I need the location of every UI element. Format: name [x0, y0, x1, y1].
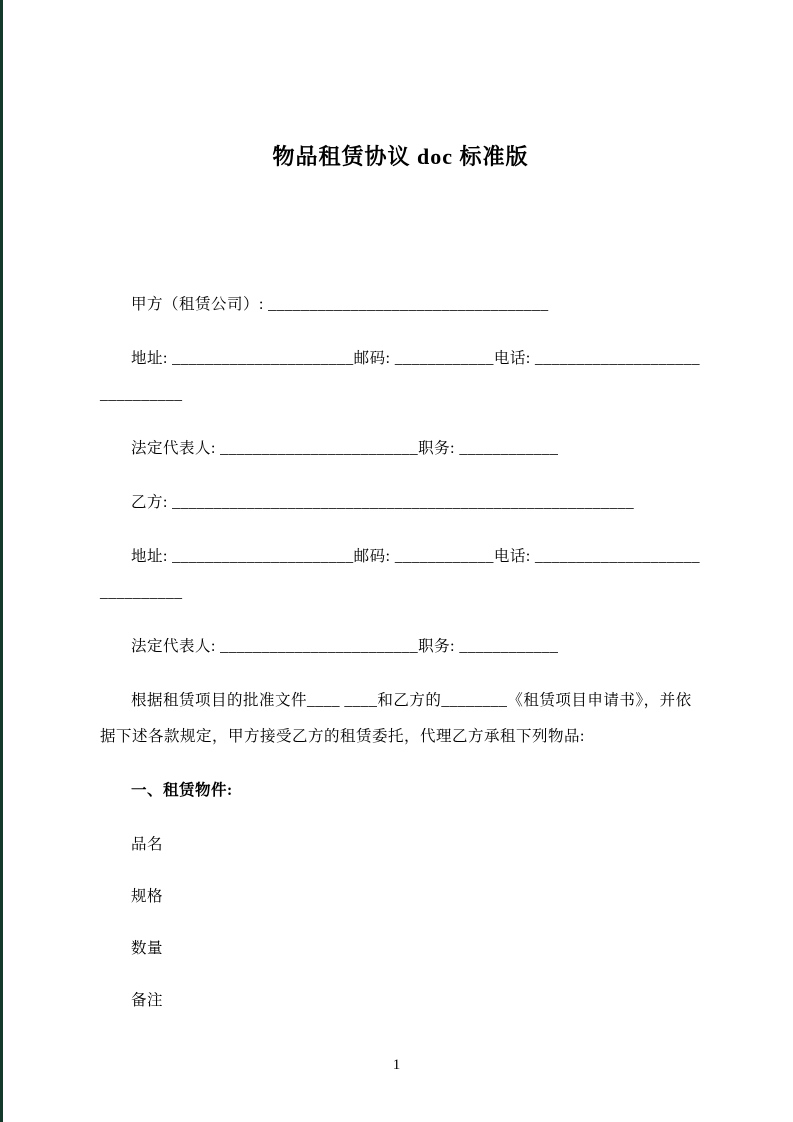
- legal-rep-line-1: 法定代表人: ________________________职务: ____________: [131, 440, 559, 457]
- address-line-2: 地址: ______________________邮码: ____________电话: ______________________________: [100, 548, 701, 601]
- page-number: 1: [392, 1057, 401, 1073]
- section-heading-rental-items: 一、租赁物件:: [131, 782, 233, 799]
- party-b-line: 乙方: ________________________________________________________: [131, 494, 635, 511]
- field-label-quantity: 数量: [131, 940, 164, 957]
- field-label-spec: 规格: [131, 888, 164, 905]
- legal-rep-line-2: 法定代表人: ________________________职务: ____________: [131, 638, 559, 655]
- party-a-line: 甲方（租赁公司）: __________________________________: [131, 296, 549, 313]
- left-edge-line: [0, 0, 3, 1122]
- document-title: 物品租赁协议 doc 标准版: [272, 144, 529, 169]
- intro-paragraph: 根据租赁项目的批准文件____ ____和乙方的________《租赁项目申请书》，并依据下述各款规定，甲方接受乙方的租赁委托，代理乙方承租下列物品:: [100, 692, 692, 745]
- field-label-notes: 备注: [131, 992, 164, 1009]
- field-label-name: 品名: [131, 836, 164, 853]
- address-line-1: 地址: ______________________邮码: ____________电话: ______________________________: [100, 350, 701, 403]
